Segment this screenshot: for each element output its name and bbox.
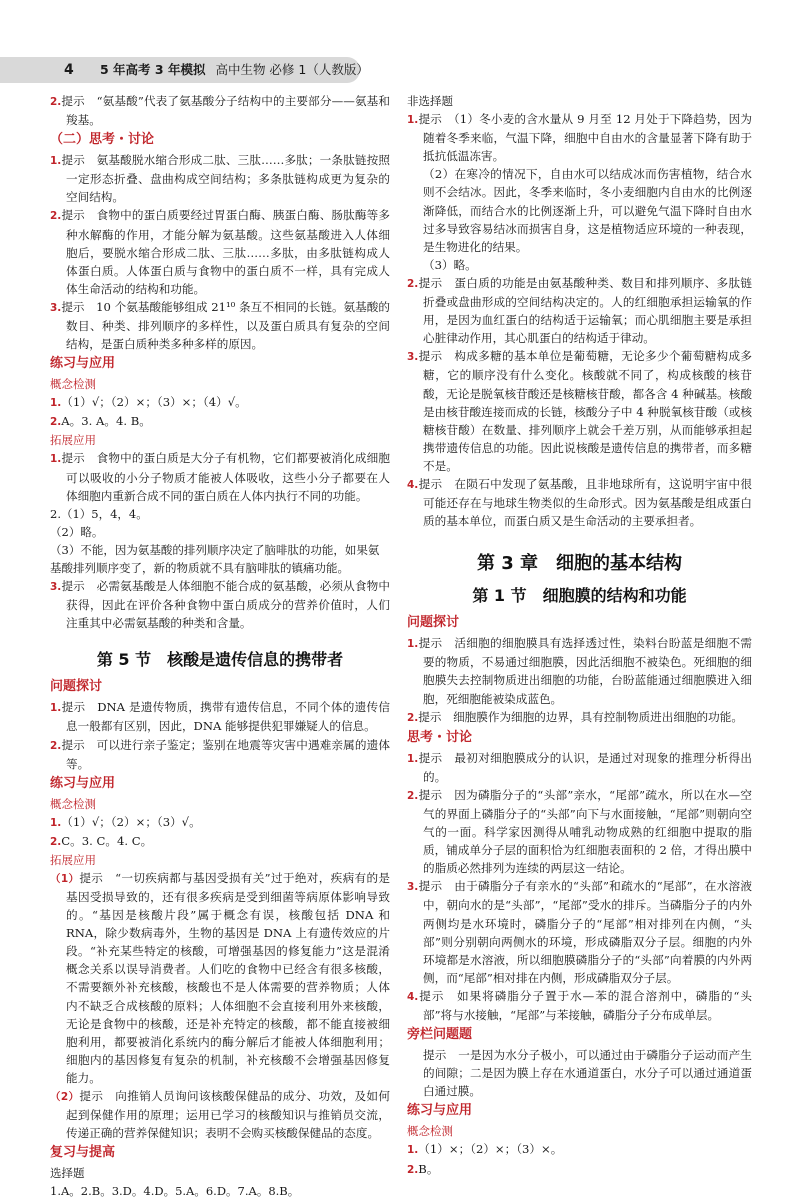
answer-item: [50, 1087, 390, 1142]
chapter-title: [407, 550, 752, 578]
item-text: 提示 一是因为水分子极小，可以通过由于磷脂分子运动而产生的间隙；二是因为膜上存在水通道蛋白，水分子可以通过通道蛋白通过膜。: [423, 1048, 752, 1099]
item-text: C。3. C。4. C。: [61, 833, 153, 848]
text-line: [50, 1164, 390, 1182]
answer-item: [50, 151, 390, 206]
answer-item: [407, 786, 752, 877]
answer-item: [50, 206, 390, 297]
item-text: （二）思考・讨论: [50, 132, 155, 148]
page-header-bar: [0, 57, 369, 83]
item-text: 提示 最初对细胞膜成分的认识，是通过对现象的推理分析得出的。: [418, 750, 752, 784]
item-text: （2）略。: [50, 524, 104, 539]
item-text: 提示 活细胞的细胞膜具有选择透过性，染料台盼蓝是细胞不需要的物质，不易通过细胞膜，因此活细胞不被染色。死细胞的细胞膜失去控制物质进出细胞的功能，台盼蓝能通过细胞膜进入细胞，死细胞能被染成蓝色。: [418, 636, 752, 706]
item-number: （1）: [50, 872, 80, 885]
item-number: 2.: [50, 835, 62, 848]
subsection-heading: [50, 851, 390, 869]
answer-paragraph: [407, 256, 752, 274]
answer-item: [407, 708, 752, 727]
item-number: 3.: [50, 581, 62, 594]
item-text: 第 1 节 细胞膜的结构和功能: [472, 586, 687, 606]
item-text: 第 3 章 细胞的基本结构: [476, 553, 683, 575]
item-number: 1.: [407, 1144, 419, 1157]
answer-item: [50, 698, 390, 735]
item-number: 2.: [50, 96, 62, 108]
answer-item: [50, 92, 390, 129]
answer-item: [50, 412, 390, 431]
item-text: 提示 10 个氨基酸能够组成 21¹⁰ 条互不相同的长链。氨基酸的数目、种类、排列顺序的多样性，以及蛋白质具有复杂的空间结构，是蛋白质种类多种多样的原因。: [61, 299, 390, 352]
answer-item: [407, 987, 752, 1024]
answer-item: [407, 110, 752, 165]
item-text: 复习与提高: [50, 1145, 116, 1161]
section-title: [407, 584, 752, 608]
item-text: 拓展应用: [50, 433, 96, 448]
item-text: 提示 “一切疾病都与基因受损有关”过于绝对，疾病有的是基因受损导致的，还有很多疾病是受到细菌等病原体影响导致的。“基因是核酸片段”属于概念有误，核酸包括 DNA 和 RNA，除少数病毒外，生物的基因是 DNA 上有遗传效应的片段。“补充某些特定的核酸，可增强基因的修复能力”这是混淆概念关系以误导消费者。人们吃的食物中已经含有很多核酸，不需要额外补充核酸，核酸也不是人体需要的营养物质；人体内不缺乏合成核酸的原料；人体细胞不会直接利用外来核酸，无论是食物中的核酸，还是补充特定的核酸，都不能直接被细胞利用，都要被消化系统内的酶分解后才能被人体细胞利用；细胞内的基因修复有复杂的机制，补充核酸不会增强基因修复能力。: [66, 870, 390, 1085]
text-line: [50, 541, 390, 577]
answer-item: [407, 634, 752, 707]
answer-item: [50, 393, 390, 412]
item-number: 2.: [407, 789, 419, 802]
item-text: （2）在寒冷的情况下，自由水可以结成冰而伤害植物，结合水则不会结冰。因此，冬季来临时，冬小麦细胞内自由水的比例逐渐降低，而结合水的比例逐渐上升，可以避免气温下降时自由水过多导致容易结冰而损害自身，这是植物适应环境的一种表现，是生物进化的结果。: [423, 167, 752, 254]
item-text: 旁栏问题题: [407, 1027, 473, 1043]
answer-paragraph: [407, 1046, 752, 1100]
item-text: 2.（1）5，4，4。: [50, 506, 148, 521]
item-text: A。3. A。4. B。: [61, 414, 151, 429]
section-heading: [407, 1100, 752, 1122]
item-number: 2.: [50, 210, 62, 223]
subsection-heading: [50, 431, 390, 449]
item-number: 1.: [50, 397, 62, 410]
item-number: 2.: [50, 416, 62, 429]
right-column: [407, 92, 752, 1179]
item-text: （3）不能，因为氨基酸的排列顺序决定了脑啡肽的功能，如果氨基酸排列顺序变了，新的物质就不具有脑啡肽的镇痛功能。: [50, 542, 380, 575]
answer-item: [407, 1160, 752, 1179]
answer-item: [50, 869, 390, 1087]
item-text: 提示 （1）冬小麦的含水量从 9 月至 12 月处于下降趋势，因为随着冬季来临，气温下降，细胞中自由水的含量显著下降有助于抵抗低温冻害。: [418, 112, 752, 164]
item-text: 概念检测: [407, 1124, 453, 1139]
item-number: 2.: [407, 1163, 419, 1176]
answer-item: [407, 749, 752, 786]
text-line: [50, 1182, 390, 1200]
item-number: 1.: [50, 816, 62, 829]
answer-item: [50, 577, 390, 632]
text-line: [407, 92, 752, 110]
item-text: （1）×；（2）×；（3）×。: [418, 1142, 563, 1157]
subsection-heading: [407, 1122, 752, 1140]
item-text: 提示 细胞膜作为细胞的边界，具有控制物质进出细胞的功能。: [418, 709, 743, 724]
book-title: [100, 60, 369, 80]
item-text: 练习与应用: [50, 775, 116, 791]
subsection-heading: [50, 375, 390, 393]
item-text: 提示 蛋白质的功能是由氨基酸种类、数目和排列顺序、多肽链折叠或盘曲形成的空间结构决定的。人的红细胞承担运输氧的作用，是因为血红蛋白的结构适于运输氧；而心肌细胞主要是承担心脏律动作用，其心肌蛋白的结构适于律动。: [418, 275, 752, 346]
item-number: 1.: [407, 114, 419, 127]
answer-item: [50, 736, 390, 773]
item-number: 1.: [407, 638, 419, 651]
item-number: 4.: [407, 478, 419, 491]
item-text: （1）√；（2）×；（3）×；（4）√。: [61, 395, 247, 410]
item-number: 3.: [407, 351, 419, 364]
item-text: 提示 在陨石中发现了氨基酸，且非地球所有，这说明宇宙中很可能还存在与地球生物类似的生命形式。因为氨基酸是组成蛋白质的基本单位，而蛋白质又是生命活动的主要承担者。: [418, 476, 752, 529]
item-text: 拓展应用: [50, 852, 96, 867]
item-number: 2.: [50, 739, 62, 752]
item-text: 概念检测: [50, 796, 96, 811]
item-text: 提示 氨基酸脱水缩合形成二肽、三肽……多肽；一条肽链按照一定形态折叠、盘曲构成空间结构；多条肽链构成更为复杂的空间结构。: [61, 153, 390, 205]
section-heading: [50, 1142, 390, 1164]
item-text: 问题探讨: [407, 615, 460, 631]
item-text: 思考・讨论: [407, 729, 473, 745]
item-text: 1.A。2.B。3.D。4.D。5.A。6.D。7.A。8.B。: [50, 1184, 300, 1199]
text-line: [50, 523, 390, 541]
item-text: B。: [418, 1161, 439, 1176]
text-line: [50, 505, 390, 523]
item-number: （2）: [50, 1091, 80, 1104]
item-number: 2.: [407, 711, 419, 724]
item-text: 提示 食物中的蛋白质要经过胃蛋白酶、胰蛋白酶、肠肽酶等多种水解酶的作用，才能分解为氨基酸。这些氨基酸进入人体细胞后，要脱水缩合形成二肽、三肽……多肽，由多肽链构成人体蛋白质。人体蛋白质与食物中的蛋白质不一样，具有完成人体生命活动的结构和功能。: [61, 208, 390, 296]
answer-item: [50, 298, 390, 353]
subsection-heading: [50, 795, 390, 813]
answer-item: [407, 1140, 752, 1159]
item-number: 2.: [407, 277, 419, 290]
item-number: 3.: [50, 301, 62, 314]
answer-item: [407, 347, 752, 475]
item-text: 提示 如果将磷脂分子置于水—苯的混合溶剂中，磷脂的“头部”将与水接触，“尾部”与苯接触，磷脂分子分布成单层。: [418, 988, 752, 1023]
section-heading: [407, 727, 752, 749]
item-text: 练习与应用: [50, 356, 116, 372]
item-text: 提示 由于磷脂分子有亲水的“头部”和疏水的“尾部”，在水溶液中，朝向水的是“头部”，“尾部”受水的排斥。当磷脂分子的内外两侧均是水环境时，磷脂分子的“尾部”相对排列在内侧，“头部”则分别朝向两侧水的环境，形成磷脂双分子层。细胞的内外环境都是水溶液，所以细胞膜磷脂分子的“头部”向着膜的内外两侧，而“尾部”相对排在内侧，形成磷脂双分子层。: [418, 879, 752, 985]
answer-item: [50, 449, 390, 504]
item-text: 练习与应用: [407, 1103, 473, 1119]
item-number: 1.: [50, 702, 62, 715]
item-number: 1.: [50, 453, 62, 466]
item-text: 提示 食物中的蛋白质是大分子有机物，它们都要被消化成细胞可以吸收的小分子物质才能被人体吸收，这些小分子都要在人体细胞内重新合成不同的蛋白质在人体内执行不同的功能。: [61, 451, 390, 503]
answer-item: [50, 813, 390, 832]
section-heading: [50, 129, 390, 151]
item-number: 3.: [407, 881, 419, 894]
answer-paragraph: [407, 165, 752, 255]
answer-item: [50, 832, 390, 851]
item-text: 第 5 节 核酸是遗传信息的携带者: [96, 650, 344, 670]
section-heading: [50, 353, 390, 375]
item-text: 提示 因为磷脂分子的“头部”亲水，“尾部”疏水，所以在水—空气的界面上磷脂分子的“头部”向下与水面接触，“尾部”则朝向空气的一面。科学家因测得从哺乳动物成熟的红细胞中提取的脂质，铺成单分子层的面积恰为红细胞表面积的 2 倍，才得出膜中的脂质必然排列为连续的两层这一结论。: [418, 787, 752, 876]
item-number: 4.: [407, 990, 419, 1003]
item-text: 提示 DNA 是遗传物质，携带有遗传信息，不同个体的遗传信息一般都有区别，因此，DNA 能够提供犯罪嫌疑人的信息。: [61, 700, 390, 734]
left-column: [50, 92, 390, 1201]
item-text: 提示 构成多糖的基本单位是葡萄糖，无论多少个葡萄糖构成多糖，它的顺序没有什么变化。核酸就不同了，构成核酸的核苷酸，无论是脱氧核苷酸还是核糖核苷酸，都各含 4 种碱基。核酸是由核苷酸连接而成的长链，核酸分子中 4 种脱氧核苷酸（或核糖核苷酸）在数量、排列顺序上就会千差万别，从而能够承担起携带遗传信息的功能。因此说核酸是遗传信息的携带者，而多糖不是。: [418, 349, 752, 473]
answer-item: [407, 877, 752, 987]
answer-item: [407, 475, 752, 530]
item-text: 非选择题: [407, 94, 453, 108]
item-text: 问题探讨: [50, 679, 103, 695]
section-heading: [407, 1024, 752, 1046]
item-text: 概念检测: [50, 377, 96, 392]
section-heading: [50, 676, 390, 698]
book-series: 5 年高考 3 年模拟: [100, 62, 206, 77]
item-text: （1）√；（2）×；（3）√。: [61, 814, 201, 829]
book-subtitle: 高中生物 必修 1（人教版）: [215, 62, 369, 77]
item-text: 提示 向推销人员询问该核酸保健品的成分、功效，及如何起到保健作用的原理；运用已学习的核酸知识与推销员交流，传递正确的营养保健知识；表明不会购买核酸保健品的态度。: [66, 1089, 390, 1141]
item-text: （3）略。: [423, 257, 477, 272]
item-text: 提示 必需氨基酸是人体细胞不能合成的氨基酸，必须从食物中获得，因此在评价各种食物中蛋白质成分的营养价值时，人们注重其中必需氨基酸的种类和含量。: [61, 579, 390, 631]
page-number: 4: [64, 62, 74, 78]
section-heading: [407, 612, 752, 634]
section-heading: [50, 773, 390, 795]
answer-item: [407, 274, 752, 347]
item-text: 提示 可以进行亲子鉴定；鉴别在地震等灾害中遇难亲属的遗体等。: [61, 737, 390, 771]
item-number: 1.: [50, 155, 62, 168]
item-text: 选择题: [50, 1166, 85, 1181]
item-text: 提示 “氨基酸”代表了氨基酸分子结构中的主要部分——氨基和羧基。: [61, 94, 390, 128]
item-number: 1.: [407, 752, 419, 765]
section-title: [50, 648, 390, 672]
